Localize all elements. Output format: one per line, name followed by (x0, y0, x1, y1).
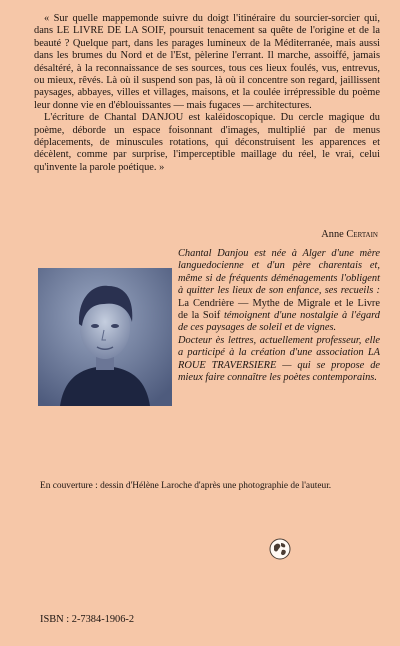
bio-outro-text: témoignent d'une nostalgie à l'égard de ces paysages de soleil et de vignes. (178, 310, 380, 334)
association-purpose: — qui se propose de mieux faire connaître les poètes contemporains. (178, 359, 381, 384)
author-portrait-photo (38, 268, 172, 406)
title-conjunction: et le (330, 297, 358, 309)
isbn-number: ISBN : 2-7384-1906-2 (40, 614, 135, 625)
title-separator: — (233, 297, 253, 309)
author-biography (178, 248, 380, 384)
book-title-migrale: Mythe de Migrale (252, 297, 331, 309)
quote-signature (321, 229, 378, 241)
quote-paragraph-2: L'écriture de Chantal DANJOU est kaléidoscopique. Du cercle magique du poème, déborde un espace foisonnant d'images, multiplié par de menus déplacements, de minuscules rotations, qui déconstruisent les apparences et décèlent, comme par surprise, l'imperceptible maillage du réel, le vrai, celui qu'invente la parole poétique. » (34, 112, 380, 173)
quote-block (34, 13, 380, 174)
publisher-globe-icon (269, 538, 291, 560)
book-title-soif: Livre de la Soif (178, 297, 380, 322)
cover-credit: En couverture : dessin d'Hélène Laroche d'après une photographie de l'auteur. (40, 481, 332, 491)
author-portrait (38, 268, 172, 406)
bio-paragraph-1 (178, 248, 380, 335)
bio-career-text: Docteur ès lettres, actuellement professeur, elle a participé à la création d'une association (178, 334, 380, 359)
bio-intro-text: Chantal Danjou est née à Alger d'une mère languedocienne et d'un père charentais et, même si de fréquents déménagements l'obligent à quitter les lieux de son enfance, ses recueils : (178, 248, 380, 297)
quote-paragraph-1: « Sur quelle mappemonde suivre du doigt l'itinéraire du sourcier-sorcier qui, dans LE LIVRE DE LA SOIF, poursuit tenacement sa quête de l'origine et de la beauté ? Quelque part, dans les parages lumineux de la Méditerranée, mais aussi dans les brumes du Nord et de l'Est, pèlerine l'errant. Il marche, assoiffé, jamais désaltéré, à la reconnaissance de ses sources, tous ces lieux foulés, vus, entrevus, ou mieux, rêvés. Là où il suspend son pas, là où il concentre son regard, jaillissent paysages, abbayes, villes et villages, maisons, et la coulée irrépressible du poème leur donne vie en d'éblouissantes — mais fugaces — architectures. (34, 13, 380, 111)
signature-first-name: Anne (321, 229, 344, 240)
bio-paragraph-2 (178, 335, 380, 385)
association-name: LA ROUE TRAVERSIERE (178, 347, 380, 371)
signature-last-name: Certain (346, 229, 378, 240)
book-title-cendriere: La Cendrière (178, 297, 234, 309)
